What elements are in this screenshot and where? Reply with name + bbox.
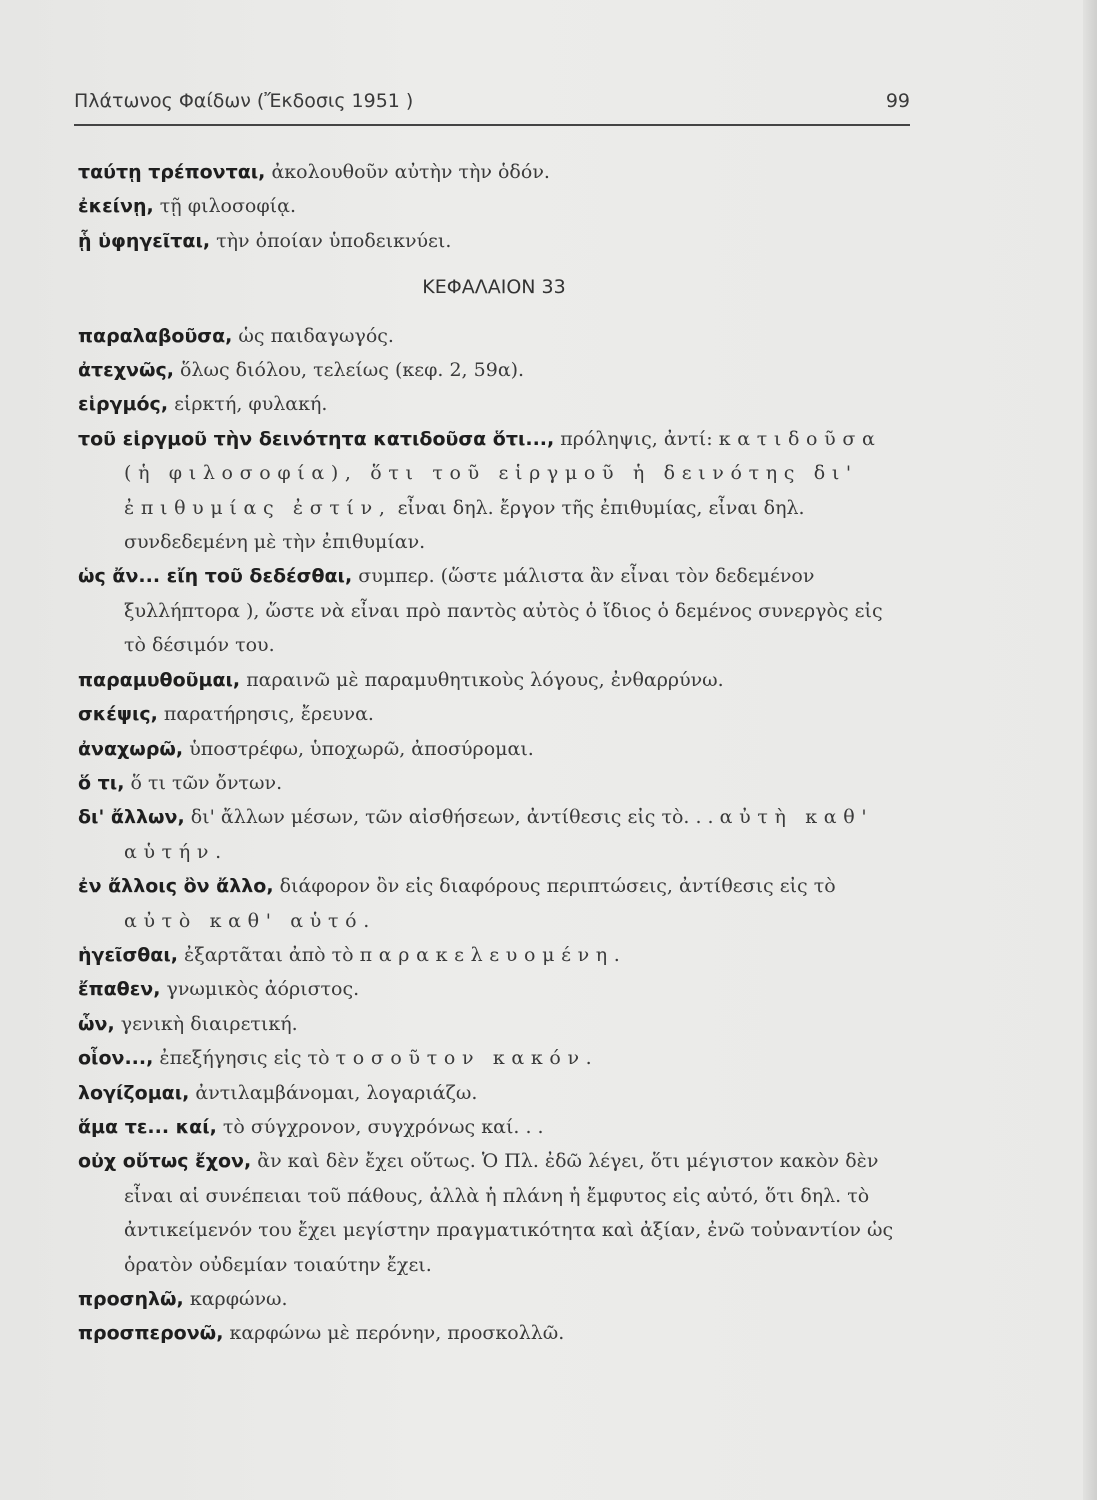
definition: πρόληψις, ἀντί: [560,427,713,450]
definition: διάφορον ὂν εἰς διαφόρους περιπτώσεις, ἀντίθεσις εἰς τὸ [279,875,836,898]
headword: ἔπαθεν, [78,978,161,1001]
glossary-entry [78,387,910,421]
page-edge-shadow [1083,0,1097,1500]
glossary-entry [78,766,910,800]
glossary-entry [78,732,910,766]
definition: δι' ἄλλων μέσων, τῶν αἰσθήσεων, ἀντίθεσις εἰς τὸ. . . [190,806,714,829]
glossary-body [78,155,910,1351]
definition: ὅλως διόλου, τελείως (κεφ. 2, 59α). [180,359,525,382]
headword: οὐχ οὕτως ἔχον, [78,1150,252,1173]
glossary-entry [78,224,910,258]
glossary-entry [78,1110,910,1144]
definition: ἀκολουθοῦν αὐτὴν τὴν ὁδόν. [271,161,550,183]
headword: ὡς ἄν... εἴη τοῦ δεδέσθαι, [78,565,353,588]
glossary-entry [78,1041,910,1075]
glossary-entry [78,319,910,353]
glossary-entry [78,938,910,972]
definition: συμπερ. (ὥστε μάλιστα ἂν εἶναι τὸν δεδεμένον ξυλλήπτορα ), ὥστε νὰ εἶναι πρὸ παντὸς αὐτὸς ὁ ἴδιος ὁ δεμένος συνεργὸς εἰς τὸ δέσιμόν του. [124,565,883,657]
definition: τὸ σύγχρονον, συγχρόνως καί. . . [222,1115,544,1138]
headword: ἀτεχνῶς, [78,359,174,382]
glossary-entry [78,800,910,869]
glossary-entry [78,189,910,223]
headword: λογίζομαι, [78,1081,190,1104]
definition: καρφώνω. [189,1288,288,1310]
headword: οἷον..., [78,1047,154,1070]
running-header [74,90,910,120]
headword: παραλαβοῦσα, [78,324,233,347]
headword: ἅμα τε... καί, [78,1115,217,1138]
headword: σκέψις, [78,703,158,726]
headword: ᾗ ὑφηγεῖται, [78,229,211,252]
headword: εἱργμός, [78,393,169,416]
glossary-entry [78,155,910,189]
definition: παρατήρησις, ἔρευνα. [163,703,374,726]
spaced-quotation: παρακελευομένη. [359,943,627,966]
definition: ἂν καὶ δὲν ἔχει οὕτως. Ὁ Πλ. ἐδῶ λέγει, ὅτι μέγιστον κακὸν δὲν εἶναι αἱ συνέπειαι τοῦ πάθους, ἀλλὰ ἡ πλάνη ἡ ἔμφυτος εἰς αὐτό, ὅτι δηλ. τὸ ἀντικείμενόν του ἔχει μεγίστην πραγματικότητα καὶ ἀξίαν, ἐνῶ τοὐναντίον ὡς ὁρατὸν οὐδεμίαν τοιαύτην ἔχει. [124,1150,894,1276]
headword: ὅ τι, [78,771,125,794]
definition-continued: εἶναι δηλ. ἔργον τῆς ἐπιθυμίας, εἶναι δηλ. συνδεδεμένη μὲ τὴν ἐπιθυμίαν. [124,496,805,554]
headword: ὧν, [78,1012,115,1035]
chapter-heading: ΚΕΦΑΛΑΙΟΝ 33 [422,276,566,299]
headword: ἡγεῖσθαι, [78,943,178,966]
book-title: Πλάτωνος Φαίδων (Ἔκδοσις 1951 ) [74,90,414,112]
glossary-entry [78,1316,910,1350]
glossary-entry [78,353,910,387]
glossary-entry [78,1282,910,1316]
definition: τῇ φιλοσοφίᾳ. [159,195,296,218]
definition: ὅ τι τῶν ὄντων. [130,771,283,794]
headword: τοῦ εἱργμοῦ τὴν δεινότητα κατιδοῦσα ὅτι..., [78,427,555,450]
headword: ἐκείνῃ, [78,195,154,218]
definition: ὑποστρέφω, ὑποχωρῶ, ἀποσύρομαι. [189,737,534,760]
glossary-entry [78,869,910,938]
headword: ταύτῃ τρέπονται, [78,161,266,183]
page-number: 99 [885,90,910,112]
glossary-entry [78,663,910,697]
definition: καρφώνω μὲ περόνην, προσκολλῶ. [229,1322,565,1345]
spaced-quotation: κατιδοῦσα (ἡ φιλοσοφία), ὅτι τοῦ εἱργμοῦ ἡ δεινότης δι' ἐπιθυμίας ἐστίν, [124,427,882,519]
definition: ἀντιλαμβάνομαι, λογαριάζω. [195,1081,478,1104]
definition: ὡς παιδαγωγός. [238,324,394,347]
definition: εἱρκτή, φυλακή. [174,393,328,416]
definition: γενικὴ διαιρετική. [120,1012,298,1035]
headword: προσηλῶ, [78,1288,184,1310]
spaced-quotation: αὐτὴ καθ' αὑτήν. [124,806,874,863]
glossary-entry [78,697,910,731]
glossary-entry [78,1144,910,1282]
definition: ἐξαρτᾶται ἀπὸ τὸ [184,943,354,966]
glossary-entry [78,422,910,560]
header-rule [74,124,910,126]
headword: παραμυθοῦμαι, [78,668,241,691]
headword: ἀναχωρῶ, [78,737,184,760]
headword: ἐν ἄλλοις ὂν ἄλλο, [78,875,274,898]
glossary-entry [78,559,910,662]
glossary-entry [78,1007,910,1041]
definition: παραινῶ μὲ παραμυθητικοὺς λόγους, ἐνθαρρύνω. [246,668,724,691]
definition: γνωμικὸς ἀόριστος. [166,978,360,1001]
headword: δι' ἄλλων, [78,806,185,829]
definition: ἐπεξήγησις εἰς τὸ [159,1047,330,1070]
spaced-quotation: αὐτὸ καθ' αὑτό. [124,909,376,932]
headword: προσπερονῶ, [78,1322,224,1345]
spaced-quotation: τοσοῦτον κακόν. [335,1047,599,1070]
glossary-entry [78,972,910,1006]
glossary-entry [78,1076,910,1110]
definition: τὴν ὁποίαν ὑποδεικνύει. [216,229,452,252]
